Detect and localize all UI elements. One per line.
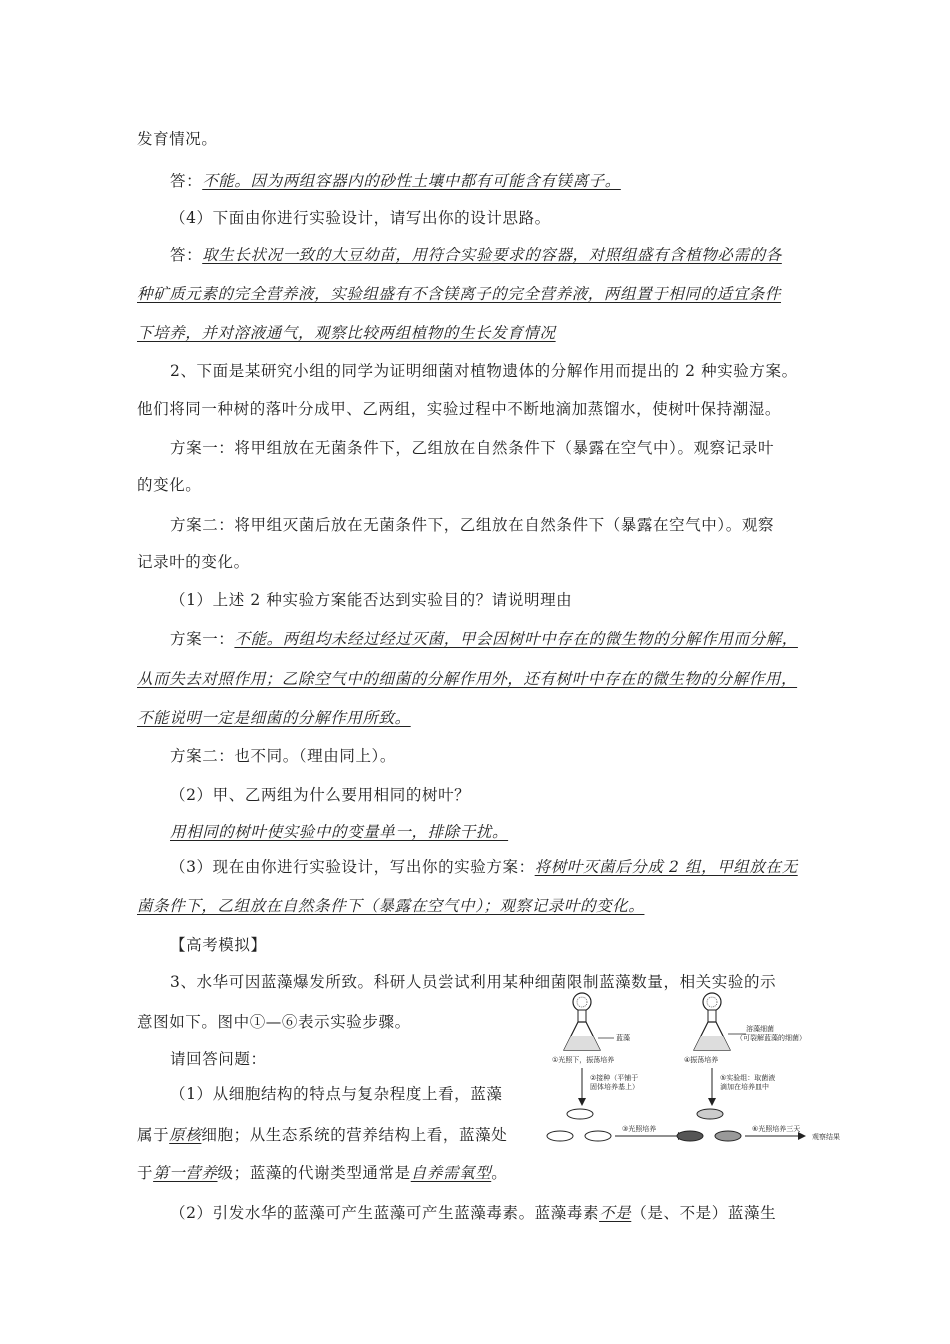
text-line xyxy=(170,514,850,536)
text-line xyxy=(137,128,817,150)
experiment-diagram xyxy=(540,990,870,1155)
text-line xyxy=(170,207,850,229)
text-line xyxy=(170,628,850,650)
text-line xyxy=(137,668,817,690)
body-text: 级；蓝藻的代谢类型通常是 xyxy=(217,1164,411,1182)
body-text: 答： xyxy=(170,246,203,264)
step-2-label-b: 固体培养基上） xyxy=(590,1083,639,1091)
text-line xyxy=(170,856,850,878)
answer-text: 取生长状况一致的大豆幼苗，用符合实验要求的容器，对照组盛有含植物必需的各 xyxy=(202,246,782,264)
body-text: （1）从细胞结构的特点与复杂程度上看，蓝藻 xyxy=(170,1085,503,1103)
body-text: （3）现在由你进行实验设计，写出你的实验方案： xyxy=(170,858,535,876)
text-line xyxy=(170,745,850,767)
flask-right-label-b: （可裂解蓝藻的细菌） xyxy=(736,1034,806,1042)
body-text: （是、不是）蓝藻生 xyxy=(631,1204,777,1222)
body-text: 方案二：也不同。（理由同上）。 xyxy=(170,747,397,765)
petri-dish-icon xyxy=(547,1109,611,1141)
text-line xyxy=(137,398,817,420)
body-text: 【高考模拟】 xyxy=(170,936,267,954)
step-4-label: ④振荡培养 xyxy=(684,1056,719,1064)
body-text: 。 xyxy=(491,1164,508,1182)
text-line xyxy=(170,589,850,611)
body-text: （2）甲、乙两组为什么要用相同的树叶？ xyxy=(170,786,471,804)
answer-text: 第一营养 xyxy=(153,1164,218,1182)
flask-left-icon xyxy=(564,993,614,1050)
body-text: 记录叶的变化。 xyxy=(137,553,250,571)
answer-text: 用相同的树叶使实验中的变量单一，排除干扰。 xyxy=(170,823,509,841)
step-1-label: ①光照下，振荡培养 xyxy=(552,1056,615,1064)
answer-text: 自养需氧型 xyxy=(410,1164,492,1182)
result-label: 观察结果 xyxy=(812,1133,840,1141)
body-text: 发育情况。 xyxy=(137,130,218,148)
answer-text: 不能说明一定是细菌的分解作用所致。 xyxy=(137,709,411,727)
answer-text: 原核 xyxy=(169,1126,202,1144)
text-line xyxy=(170,821,850,843)
answer-text: 将树叶灭菌后分成 2 组，甲组放在无 xyxy=(534,858,798,876)
body-text: 2、下面是某研究小组的同学为证明细菌对植物遗体的分解作用而提出的 2 种实验方案。 xyxy=(170,362,798,380)
body-text: 请回答问题： xyxy=(170,1050,267,1068)
body-text: 细胞；从生态系统的营养结构上看，蓝藻处 xyxy=(201,1126,508,1144)
body-text: 3、水华可因蓝藻爆发所致。科研人员尝试利用某种细菌限制蓝藻数量，相关实验的示 xyxy=(170,973,777,991)
petri-dish-result-icon xyxy=(677,1109,741,1141)
body-text: 于 xyxy=(137,1164,154,1182)
text-line xyxy=(137,707,817,729)
text-line xyxy=(137,322,817,344)
text-line xyxy=(170,170,850,192)
text-line xyxy=(170,244,850,266)
body-text: 他们将同一种树的落叶分成甲、乙两组，实验过程中不断地滴加蒸馏水，使树叶保持潮湿。 xyxy=(137,400,782,418)
text-line xyxy=(137,1162,817,1184)
flask-right-label-a: 溶藻细菌 xyxy=(746,1025,774,1033)
body-text: 答： xyxy=(170,172,203,190)
answer-text: 不能。因为两组容器内的砂性土壤中都有可能含有镁离子。 xyxy=(202,172,621,190)
text-line xyxy=(170,360,850,382)
body-text: 方案一： xyxy=(170,630,235,648)
body-text: （4）下面由你进行实验设计，请写出你的设计思路。 xyxy=(170,209,551,227)
body-text: 方案二：将甲组灭菌后放在无菌条件下，乙组放在自然条件下（暴露在空气中）。观察 xyxy=(170,516,775,534)
body-text: 属于 xyxy=(137,1126,170,1144)
answer-text: 不能。两组均未经过经过灭菌，甲会因树叶中存在的微生物的分解作用而分解， xyxy=(234,630,798,648)
text-line xyxy=(137,474,817,496)
text-line xyxy=(170,934,850,956)
step-5-label-a: ⑤实验组：取菌液 xyxy=(720,1074,776,1082)
text-line xyxy=(170,437,850,459)
step-3-label: ③光照培养 xyxy=(622,1125,657,1133)
body-text: 意图如下。图中①—⑥表示实验步骤。 xyxy=(137,1013,411,1031)
body-text: 方案一：将甲组放在无菌条件下，乙组放在自然条件下（暴露在空气中）。观察记录叶 xyxy=(170,439,775,457)
step-2-label-a: ②接种（平铺于 xyxy=(590,1074,639,1082)
answer-text: 从而失去对照作用；乙除空气中的细菌的分解作用外，还有树叶中存在的微生物的分解作用， xyxy=(137,670,798,688)
body-text: 的变化。 xyxy=(137,476,202,494)
step-5-label-b: 滴加在培养皿中 xyxy=(720,1083,769,1091)
answer-text: 菌条件下，乙组放在自然条件下（暴露在空气中）；观察记录叶的变化。 xyxy=(137,897,645,915)
answer-text: 下培养，并对溶液通气，观察比较两组植物的生长发育情况 xyxy=(137,324,556,342)
step-6-label: ⑥光照培养三天 xyxy=(752,1125,801,1133)
answer-text: 种矿质元素的完全营养液，实验组盛有不含镁离子的完全营养液，两组置于相同的适宜条件 xyxy=(137,285,782,303)
text-line xyxy=(137,551,817,573)
body-text: （2）引发水华的蓝藻可产生蓝藻可产生蓝藻毒素。蓝藻毒素 xyxy=(170,1204,600,1222)
body-text: （1）上述 2 种实验方案能否达到实验目的？请说明理由 xyxy=(170,591,573,609)
flask-left-label: 蓝藻 xyxy=(616,1034,630,1042)
answer-text: 不是 xyxy=(599,1204,632,1222)
text-line xyxy=(137,895,817,917)
text-line xyxy=(170,784,850,806)
text-line xyxy=(170,1202,850,1224)
text-line xyxy=(137,283,817,305)
